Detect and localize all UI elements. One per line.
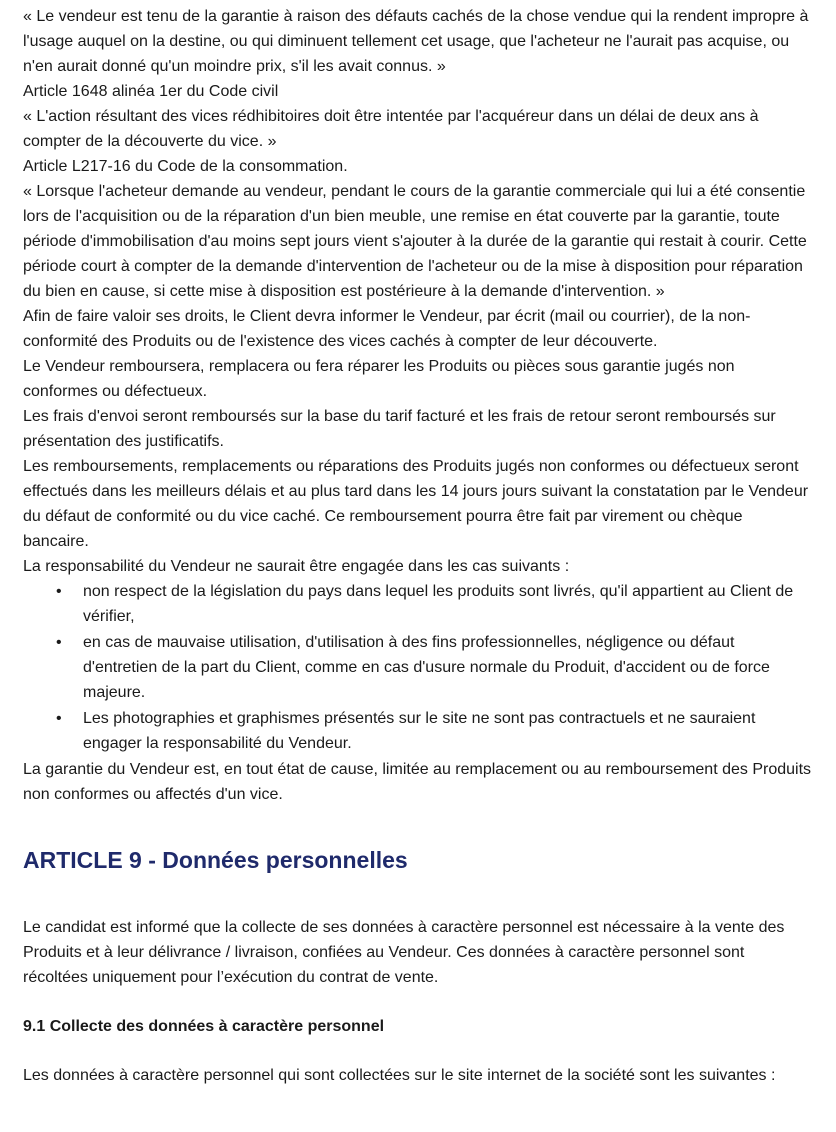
bullet-icon: • [56, 634, 62, 651]
paragraph-liability-intro: La responsabilité du Vendeur ne saurait être engagée dans les cas suivants : [23, 558, 570, 575]
article-9-intro [23, 915, 812, 990]
list-item [56, 579, 812, 629]
list-item [56, 630, 812, 705]
paragraph-commercial-warranty-quote: « Lorsque l'acheteur demande au vendeur, pendant le cours de la garantie commerciale qui lui a été consentie lors de l'acquisition ou de la réparation d'un bien meuble, une remise en état couverte par la garantie, toute période d'immobilisation d'au moins sept jours vient s'ajouter à la durée de la garantie qui restait à courir. Cette période court à compter de la demande d'intervention de l'acheteur ou de la mise à disposition pour réparation du bien en cause, si cette mise à disposition est postérieure à la demande d'intervention. » [23, 183, 807, 300]
bullet-icon: • [56, 583, 62, 600]
liability-exclusions-list [23, 579, 812, 756]
list-item-text: Les photographies et graphismes présentés sur le site ne sont pas contractuels et ne sauraient engager la responsabilité du Vendeur. [83, 710, 756, 752]
paragraph-hidden-defects-quote: « Le vendeur est tenu de la garantie à raison des défauts cachés de la chose vendue qui la rendent impropre à l'usage auquel on la destine, ou qui diminuent tellement cet usage, que l'acheteur ne l'aurait pas acquise, ou n'en aurait donné qu'un moindre prix, s'il les avait connus. » [23, 8, 809, 75]
article-9-heading: ARTICLE 9 - Données personnelles [23, 847, 408, 873]
section-9-1-heading: 9.1 Collecte des données à caractère personnel [23, 1018, 385, 1035]
paragraph-data-collection-intro: Le candidat est informé que la collecte de ses données à caractère personnel est nécessaire à la vente des Produits et à leur délivrance / livraison, confiées au Vendeur. Ces données à caractère personnel sont récoltées uniquement pour l’exécution du contrat de vente. [23, 919, 785, 986]
list-item-text: non respect de la législation du pays dans lequel les produits sont livrés, qu'il appartient au Client de vérifier, [83, 583, 794, 625]
paragraph-client-rights: Afin de faire valoir ses droits, le Client devra informer le Vendeur, par écrit (mail ou courrier), de la non-conformité des Produits ou de l'existence des vices cachés à compter de leur découverte. [23, 308, 751, 350]
paragraph-civil-code-ref: Article 1648 alinéa 1er du Code civil [23, 83, 279, 100]
warranty-section [23, 4, 812, 807]
paragraph-consumer-code-ref: Article L217-16 du Code de la consommation. [23, 158, 348, 175]
paragraph-action-quote: « L'action résultant des vices rédhibitoires doit être intentée par l'acquéreur dans un délai de deux ans à compter de la découverte du vice. » [23, 108, 759, 150]
paragraph-warranty-limit: La garantie du Vendeur est, en tout état de cause, limitée au remplacement ou au remboursement des Produits non conformes ou affectés d'un vice. [23, 761, 812, 803]
list-item [56, 706, 812, 756]
paragraph-refund-delay: Les remboursements, remplacements ou réparations des Produits jugés non conformes ou défectueux seront effectués dans les meilleurs délais et au plus tard dans les 14 jours jours suivant la constatation par le Vendeur du défaut de conformité ou du vice caché. Ce remboursement pourra être fait par virement ou chèque bancaire. [23, 458, 809, 550]
paragraph-collected-data: Les données à caractère personnel qui sont collectées sur le site internet de la société sont les suivantes : [23, 1067, 776, 1084]
section-9-1-body [23, 1063, 812, 1088]
paragraph-shipping-costs: Les frais d'envoi seront remboursés sur la base du tarif facturé et les frais de retour seront remboursés sur présentation des justificatifs. [23, 408, 776, 450]
bullet-icon: • [56, 710, 62, 727]
paragraph-refund-replace: Le Vendeur remboursera, remplacera ou fera réparer les Produits ou pièces sous garantie jugés non conformes ou défectueux. [23, 358, 735, 400]
list-item-text: en cas de mauvaise utilisation, d'utilisation à des fins professionnelles, négligence ou défaut d'entretien de la part du Client, comme en cas d'usure normale du Produit, d'accident ou de force majeure. [83, 634, 770, 701]
